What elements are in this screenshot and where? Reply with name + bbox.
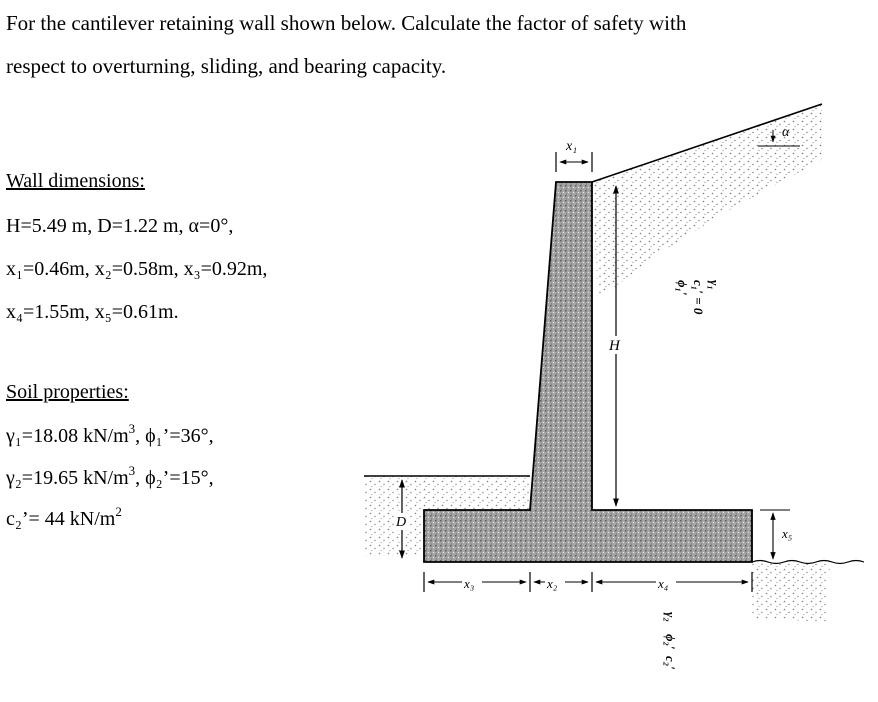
gamma2-label: γ₂	[663, 612, 678, 622]
x2-label: x₂	[547, 576, 558, 591]
c2-label: c₂′	[663, 656, 678, 670]
soil-properties-heading: Soil properties:	[6, 381, 129, 403]
backfill-soil-parameters	[675, 280, 722, 315]
x5-label: x₅	[782, 526, 793, 541]
x1-label: x₁	[566, 139, 578, 154]
H-label: H	[609, 338, 620, 354]
phi2-label: ϕ₂′	[663, 634, 678, 650]
phi1-label: ϕ₁′	[675, 280, 690, 296]
x4-label: x₄	[658, 576, 669, 591]
foundation-soil-parameters	[663, 612, 678, 670]
problem-line-2: respect to overturning, sliding, and bearing capacity.	[6, 54, 447, 78]
wall-dimensions-heading: Wall dimensions:	[6, 170, 145, 192]
wall-dimensions-line-2: x₁=0.46m, x₂=0.58m, x₃=0.92m,	[6, 258, 268, 280]
c1-label: c₁′ = 0	[691, 280, 706, 315]
alpha-label: α	[782, 125, 790, 140]
soil-line-2: γ₂=19.65 $kN/m^3$, ϕ₂’=15°,	[6, 463, 214, 489]
soil-line-1: γ₁=18.08 $kN/m^3$, ϕ₁’=36°,	[6, 421, 214, 447]
problem-line-1: For the cantilever retaining wall shown below. Calculate the factor of safety with	[6, 11, 687, 35]
foundation-soil	[752, 562, 830, 622]
x3-label: x₃	[464, 576, 475, 591]
wall-dimensions-line-3: x₄=1.55m, x₅=0.61m.	[6, 301, 179, 323]
wall-dimensions-line-1: H=5.49 m, D=1.22 m, α=0°,	[6, 215, 234, 237]
D-label: D	[396, 515, 407, 530]
soil-line-3: c₂’= 44 $kN/m^2$	[6, 504, 122, 530]
gamma1-label: γ₁	[707, 280, 722, 290]
